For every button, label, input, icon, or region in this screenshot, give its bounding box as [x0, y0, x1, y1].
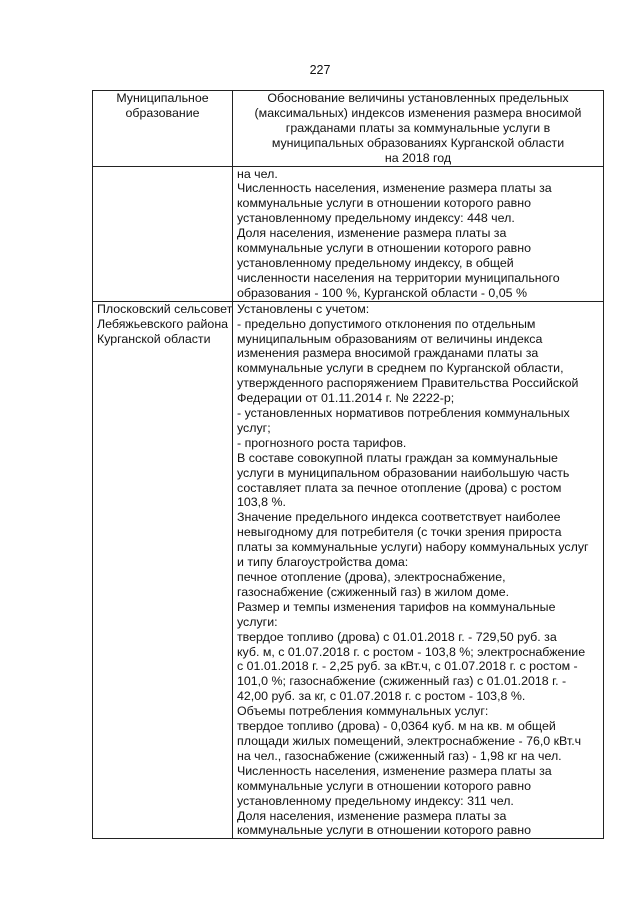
header-municipality-cell [93, 91, 233, 167]
table-row-continuation [93, 166, 604, 301]
header-justification-line: муниципальных образованиях Курганской области [271, 135, 565, 150]
justification-line: В составе совокупной платы граждан за коммунальные [237, 450, 558, 465]
justification-line: твердое топливо (дрова) - 0,0364 куб. м на кв. м общей [237, 719, 556, 734]
justification-line: Численность населения, изменение размера платы за [237, 181, 552, 196]
justification-line: на чел. [237, 166, 278, 181]
justification-cell [233, 301, 604, 839]
justification-line: 101,0 %; газоснабжение (сжиженный газ) с 01.01.2018 г. - [237, 674, 567, 689]
justification-line: услуги в муниципальном образовании наибольшую часть [237, 465, 570, 480]
municipality-cell [93, 301, 233, 839]
justification-line: Доля населения, изменение размера платы за [237, 808, 507, 823]
justification-line: Установлены с учетом: [237, 301, 370, 316]
justification-line: образования - 100 %, Курганской области - 0,05 % [237, 285, 527, 300]
justification-line: печное отопление (дрова), электроснабжение, [237, 570, 506, 584]
justification-line: коммунальные услуги в отношении которого равно [237, 241, 531, 256]
municipality-line: Курганской области [97, 331, 211, 346]
justification-line: муниципальным образованиям от величины индекса [237, 331, 543, 346]
justification-line: утвержденного распоряжением Правительства Российской [237, 376, 579, 391]
justification-line: услуг; [237, 420, 271, 435]
header-justification-line: на 2018 год [384, 150, 452, 165]
justification-line: твердое топливо (дрова) с 01.01.2018 г. - 729,50 руб. за [237, 629, 557, 644]
header-justification-line: Обоснование величины установленных предельных [267, 91, 569, 105]
municipality-cell-empty [93, 166, 233, 301]
justification-line: Значение предельного индекса соответствует наиболее [237, 510, 561, 525]
justification-line: - установленных нормативов потребления коммунальных [237, 406, 570, 421]
justification-line: коммунальные услуги в среднем по Курганской области, [237, 361, 564, 376]
justification-line: коммунальные услуги в отношении которого равно [237, 823, 531, 838]
header-municipality-line: Муниципальное [116, 91, 209, 105]
justification-line: площади жилых помещений, электроснабжение - 76,0 кВт.ч [237, 733, 582, 748]
page-number: 227 [309, 63, 331, 77]
justification-line: и типу благоустройства дома: [237, 555, 409, 570]
justification-line: газоснабжение (сжиженный газ) в жилом доме. [237, 584, 510, 599]
justification-line: установленному предельному индексу: 311 чел. [237, 793, 514, 808]
header-justification-line: гражданами платы за коммунальные услуги в [285, 120, 551, 135]
justification-line: численности населения на территории муниципального [237, 270, 560, 285]
justification-line: 42,00 руб. за кг, с 01.07.2018 г. с ростом - 103,8 %. [237, 689, 526, 704]
justification-line: Федерации от 01.11.2014 г. № 2222-р; [237, 391, 455, 406]
justification-line: Размер и темпы изменения тарифов на коммунальные [237, 599, 556, 614]
justification-line: - прогнозного роста тарифов. [237, 435, 407, 450]
tariff-justification-table [92, 90, 604, 839]
justification-line: куб. м, с 01.07.2018 г. с ростом - 103,8 %; электроснабжение [237, 644, 586, 659]
justification-line: составляет плата за печное отопление (дрова) с ростом [237, 480, 562, 495]
municipality-line: Плосковский сельсовет [97, 301, 233, 316]
header-municipality-line: образование [125, 105, 200, 120]
justification-line: установленному предельному индексу, в общей [237, 255, 514, 270]
justification-line: Численность населения, изменение размера платы за [237, 763, 552, 778]
justification-line: Доля населения, изменение размера платы за [237, 226, 507, 241]
header-justification-line: (максимальных) индексов изменения размера вносимой [254, 105, 582, 120]
justification-line: невыгодному для потребителя (с точки зрения прироста [237, 525, 562, 540]
table-header-row [93, 91, 604, 167]
justification-line: на чел., газоснабжение (сжиженный газ) - 1,98 кг на чел. [237, 748, 562, 763]
table-row-ploskovsky [93, 301, 604, 839]
justification-line: платы за коммунальные услуги) набору коммунальных услуг [237, 540, 589, 555]
header-justification-cell [233, 91, 604, 167]
justification-line: 103,8 %. [237, 495, 286, 510]
justification-line: - предельно допустимого отклонения по отдельным [237, 316, 536, 331]
justification-line: услуги: [237, 614, 278, 629]
justification-line: Объемы потребления коммунальных услуг: [237, 704, 489, 719]
justification-line: с 01.01.2018 г. - 2,25 руб. за кВт.ч, с 01.07.2018 г. с ростом - [237, 659, 578, 674]
justification-line: коммунальные услуги в отношении которого равно [237, 196, 531, 211]
justification-line: установленному предельному индексу: 448 чел. [237, 211, 515, 226]
justification-cell [233, 166, 604, 301]
municipality-line: Лебяжьевского района [97, 316, 229, 331]
justification-line: коммунальные услуги в отношении которого равно [237, 778, 531, 793]
justification-line: изменения размера вносимой гражданами платы за [237, 346, 539, 361]
